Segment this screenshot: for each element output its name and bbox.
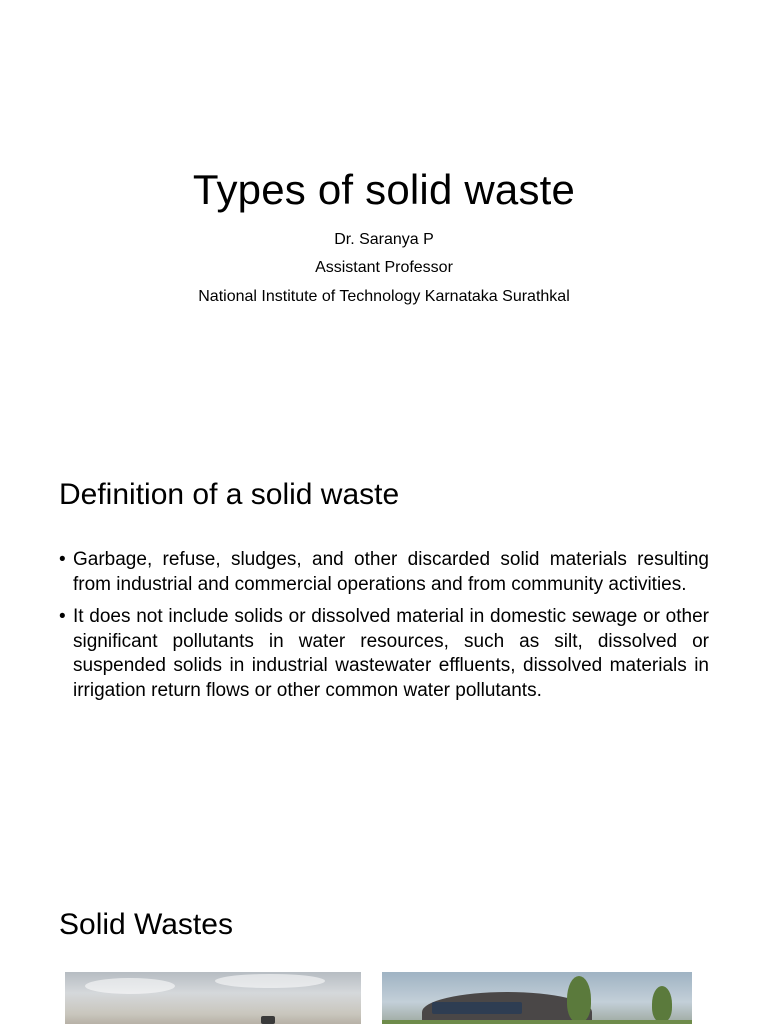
bullet-icon: • bbox=[59, 549, 66, 570]
title-slide bbox=[0, 0, 768, 432]
definition-heading: Definition of a solid waste bbox=[59, 478, 400, 511]
bullet-text: It does not include solids or dissolved material in domestic sewage or other significant pollutants in water resources, such as silt, dissolved or suspended solids in industrial wastewater effluents, dissolved materials in irrigation return flows or other common water pollutants. bbox=[73, 606, 709, 701]
sign-shape bbox=[432, 1002, 522, 1014]
solid-wastes-heading: Solid Wastes bbox=[59, 908, 233, 941]
waste-pile-photo bbox=[382, 972, 692, 1024]
landfill-photo bbox=[65, 972, 361, 1024]
bullet-text: Garbage, refuse, sludges, and other discarded solid materials resulting from industrial and commercial operations and from community activities. bbox=[73, 549, 709, 595]
author-institution: National Institute of Technology Karnataka Surathkal bbox=[198, 288, 570, 305]
cloud-shape bbox=[85, 978, 175, 994]
truck-icon bbox=[261, 1016, 275, 1024]
page-title: Types of solid waste bbox=[192, 166, 576, 213]
ground-shape bbox=[382, 1020, 692, 1024]
list-item bbox=[59, 605, 709, 703]
bullet-icon: • bbox=[59, 606, 66, 627]
solid-wastes-slide bbox=[0, 864, 768, 1024]
tree-icon bbox=[652, 986, 672, 1022]
author-name: Dr. Saranya P bbox=[334, 231, 434, 248]
cloud-shape bbox=[215, 974, 325, 988]
author-position: Assistant Professor bbox=[315, 259, 453, 276]
definition-slide bbox=[0, 432, 768, 864]
definition-bullet-list bbox=[59, 548, 709, 711]
list-item bbox=[59, 548, 709, 597]
tree-icon bbox=[567, 976, 591, 1022]
